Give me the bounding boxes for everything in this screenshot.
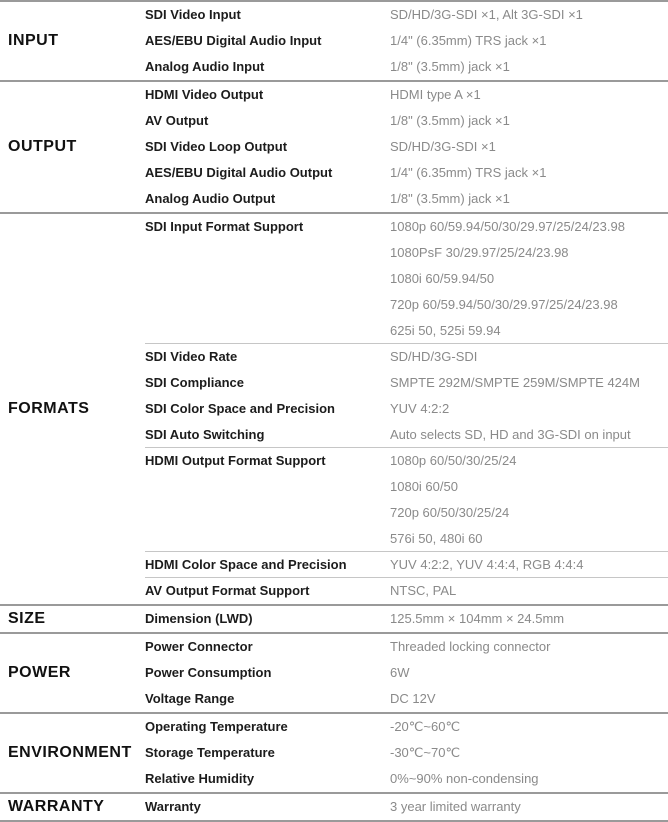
category-cell — [0, 714, 145, 792]
spec-label: SDI Color Space and Precision — [145, 401, 335, 416]
spec-label: SDI Video Input — [145, 7, 241, 22]
spec-group — [145, 551, 668, 578]
spec-value-line: 1080i 60/59.94/50 — [390, 271, 495, 286]
spec-label: SDI Video Loop Output — [145, 139, 288, 154]
spec-label: Analog Audio Input — [145, 59, 265, 74]
spec-section-input — [0, 0, 668, 80]
spec-values — [390, 766, 668, 792]
spec-value-line: DC 12V — [390, 691, 436, 706]
spec-value-line: HDMI type A ×1 — [390, 87, 481, 102]
spec-value-line: 720p 60/50/30/25/24 — [390, 505, 510, 520]
spec-row — [145, 552, 668, 578]
category-label: ENVIRONMENT — [8, 744, 132, 761]
spec-values — [390, 344, 668, 370]
spec-label: HDMI Output Format Support — [145, 453, 326, 468]
category-label: INPUT — [8, 32, 59, 49]
spec-label: Power Connector — [145, 639, 253, 654]
category-cell — [0, 634, 145, 712]
spec-value-line: SD/HD/3G-SDI — [390, 349, 478, 364]
category-label: OUTPUT — [8, 138, 77, 155]
spec-section-output — [0, 80, 668, 212]
spec-value-line: 3 year limited warranty — [390, 799, 521, 814]
spec-label: AV Output Format Support — [145, 583, 310, 598]
spec-values — [390, 134, 668, 160]
spec-label: Relative Humidity — [145, 771, 255, 786]
spec-values — [390, 740, 668, 766]
spec-value-line: 1/4" (6.35mm) TRS jack ×1 — [390, 33, 547, 48]
spec-group — [145, 2, 668, 80]
spec-values — [390, 606, 668, 632]
spec-values — [390, 2, 668, 28]
spec-group — [145, 606, 668, 632]
spec-value-line: SD/HD/3G-SDI ×1, Alt 3G-SDI ×1 — [390, 7, 583, 22]
spec-row — [145, 82, 668, 108]
spec-row — [145, 396, 668, 422]
spec-group — [145, 82, 668, 212]
category-cell — [0, 2, 145, 80]
spec-row — [145, 766, 668, 792]
spec-values — [390, 634, 668, 660]
spec-values — [390, 552, 668, 578]
category-label: SIZE — [8, 610, 46, 627]
spec-value-line: -20℃~60℃ — [390, 719, 461, 734]
spec-values — [390, 214, 668, 344]
spec-values — [390, 186, 668, 212]
category-cell — [0, 214, 145, 604]
spec-value-line: 1/8" (3.5mm) jack ×1 — [390, 191, 510, 206]
spec-value-line: NTSC, PAL — [390, 583, 457, 598]
category-label: FORMATS — [8, 400, 90, 417]
spec-value-line: SMPTE 292M/SMPTE 259M/SMPTE 424M — [390, 375, 640, 390]
category-cell — [0, 794, 145, 820]
spec-group — [145, 577, 668, 604]
spec-group — [145, 794, 668, 820]
spec-label: SDI Auto Switching — [145, 427, 265, 442]
spec-label: Power Consumption — [145, 665, 272, 680]
spec-rows — [145, 82, 668, 212]
spec-value-line: 1/4" (6.35mm) TRS jack ×1 — [390, 165, 547, 180]
category-cell — [0, 82, 145, 212]
spec-label: Storage Temperature — [145, 745, 275, 760]
spec-value-line: 1080p 60/50/30/25/24 — [390, 453, 517, 468]
spec-rows — [145, 606, 668, 632]
spec-value-line: YUV 4:2:2 — [390, 401, 450, 416]
spec-row — [145, 448, 668, 552]
spec-values — [390, 422, 668, 448]
spec-group — [145, 634, 668, 712]
spec-values — [390, 160, 668, 186]
spec-values — [390, 578, 668, 604]
spec-rows — [145, 2, 668, 80]
spec-label: SDI Video Rate — [145, 349, 238, 364]
spec-label: Operating Temperature — [145, 719, 288, 734]
spec-value-line: 720p 60/59.94/50/30/29.97/25/24/23.98 — [390, 297, 618, 312]
spec-row — [145, 2, 668, 28]
spec-values — [390, 714, 668, 740]
spec-value-line: 1080p 60/59.94/50/30/29.97/25/24/23.98 — [390, 219, 625, 234]
spec-value-line: Threaded locking connector — [390, 639, 551, 654]
spec-value-line: 625i 50, 525i 59.94 — [390, 323, 501, 338]
spec-values — [390, 108, 668, 134]
spec-label: Analog Audio Output — [145, 191, 276, 206]
spec-row — [145, 108, 668, 134]
spec-label: Dimension (LWD) — [145, 611, 253, 626]
spec-rows — [145, 794, 668, 820]
spec-row — [145, 134, 668, 160]
spec-value-line: 1080PsF 30/29.97/25/24/23.98 — [390, 245, 569, 260]
spec-group — [145, 447, 668, 552]
spec-values — [390, 54, 668, 80]
spec-label: AES/EBU Digital Audio Output — [145, 165, 333, 180]
spec-label: Voltage Range — [145, 691, 235, 706]
spec-value-line: -30℃~70℃ — [390, 745, 461, 760]
spec-section-formats — [0, 212, 668, 604]
spec-value-line: 576i 50, 480i 60 — [390, 531, 483, 546]
spec-values — [390, 448, 668, 552]
category-cell — [0, 606, 145, 632]
spec-value-line: 1/8" (3.5mm) jack ×1 — [390, 59, 510, 74]
spec-row — [145, 344, 668, 370]
spec-row — [145, 794, 668, 820]
spec-label: SDI Compliance — [145, 375, 244, 390]
spec-rows — [145, 714, 668, 792]
category-label: POWER — [8, 664, 71, 681]
spec-group — [145, 214, 668, 344]
spec-row — [145, 606, 668, 632]
spec-value-line: 125.5mm × 104mm × 24.5mm — [390, 611, 565, 626]
spec-value-line: 0%~90% non-condensing — [390, 771, 539, 786]
spec-values — [390, 82, 668, 108]
spec-section-size — [0, 604, 668, 632]
spec-label: Warranty — [145, 799, 201, 814]
spec-row — [145, 160, 668, 186]
spec-section-warranty — [0, 792, 668, 820]
spec-row — [145, 686, 668, 712]
spec-label: AES/EBU Digital Audio Input — [145, 33, 322, 48]
spec-row — [145, 54, 668, 80]
spec-row — [145, 186, 668, 212]
spec-row — [145, 578, 668, 604]
spec-label: HDMI Video Output — [145, 87, 264, 102]
spec-rows — [145, 634, 668, 712]
spec-value-line: 6W — [390, 665, 410, 680]
spec-values — [390, 396, 668, 422]
spec-section-power — [0, 632, 668, 712]
spec-values — [390, 28, 668, 54]
spec-rows — [145, 214, 668, 604]
spec-label: HDMI Color Space and Precision — [145, 557, 347, 572]
spec-group — [145, 714, 668, 792]
spec-row — [145, 740, 668, 766]
category-label: WARRANTY — [8, 798, 105, 815]
spec-row — [145, 28, 668, 54]
spec-section-environment — [0, 712, 668, 792]
spec-value-line: 1080i 60/50 — [390, 479, 458, 494]
spec-values — [390, 686, 668, 712]
spec-values — [390, 370, 668, 396]
spec-value-line: SD/HD/3G-SDI ×1 — [390, 139, 496, 154]
spec-values — [390, 660, 668, 686]
spec-value-line: YUV 4:2:2, YUV 4:4:4, RGB 4:4:4 — [390, 557, 584, 572]
spec-value-line: Auto selects SD, HD and 3G-SDI on input — [390, 427, 631, 442]
spec-row — [145, 634, 668, 660]
spec-row — [145, 660, 668, 686]
spec-group — [145, 343, 668, 448]
spec-row — [145, 370, 668, 396]
spec-label: AV Output — [145, 113, 209, 128]
spec-row — [145, 214, 668, 344]
spec-values — [390, 794, 668, 820]
spec-row — [145, 714, 668, 740]
spec-row — [145, 422, 668, 448]
spec-label: SDI Input Format Support — [145, 219, 304, 234]
spec-value-line: 1/8" (3.5mm) jack ×1 — [390, 113, 510, 128]
